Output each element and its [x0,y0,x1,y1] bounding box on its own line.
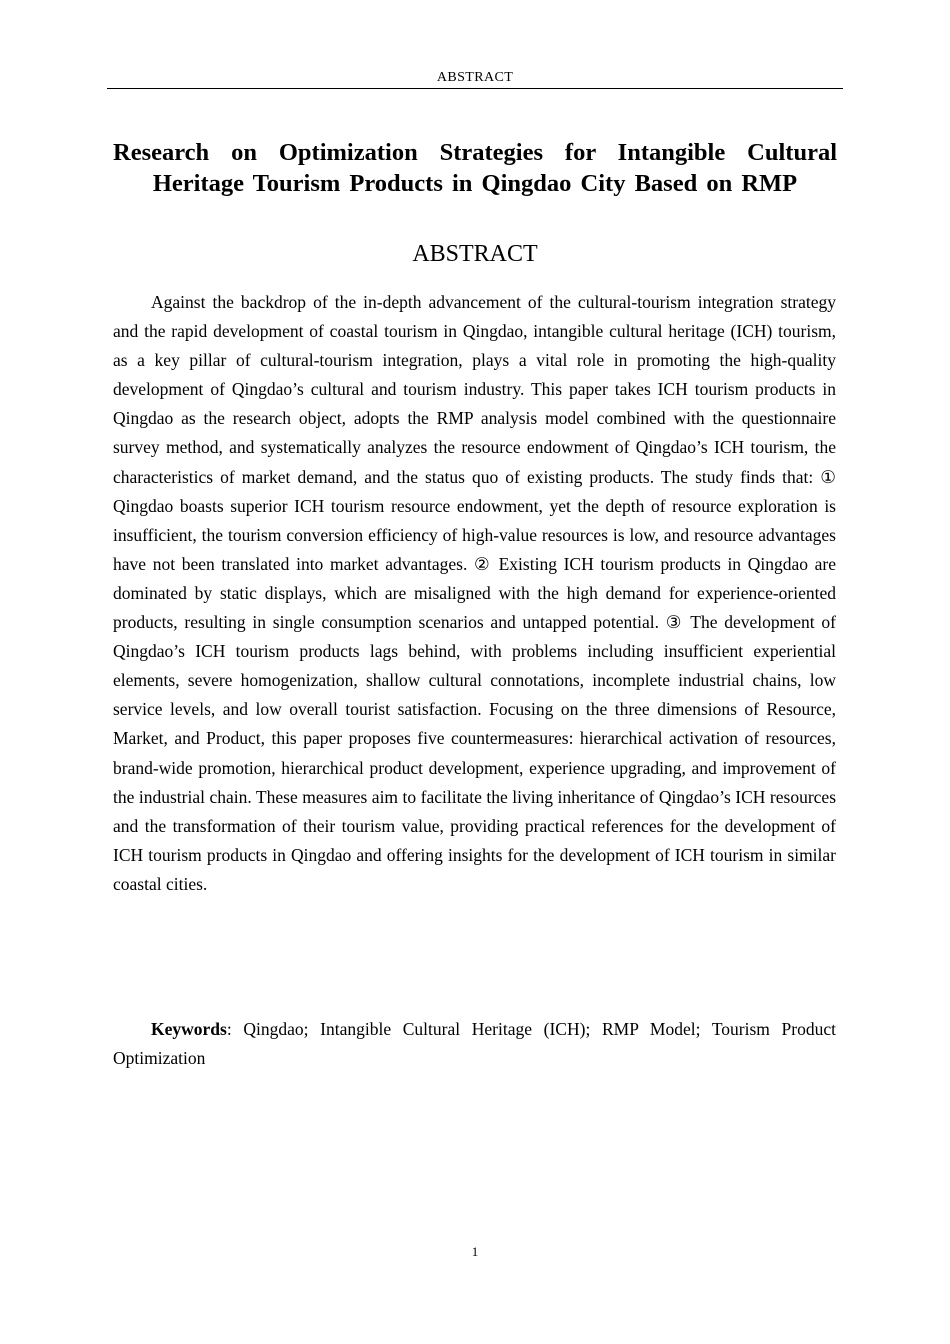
running-header: ABSTRACT [436,70,514,85]
paper-title: Research on Optimization Strategies for Intangible Cultural Heritage Tourism Products in Qingdao City Based on RMP [113,139,837,197]
keywords-separator: : [226,1019,244,1039]
header-divider [107,88,843,89]
keywords-label: Keywords [151,1019,227,1039]
abstract-heading: ABSTRACT [412,241,538,267]
keywords-line [113,1015,836,1073]
abstract-paragraph: Against the backdrop of the in-depth advancement of the cultural-tourism integration strategy and the rapid development of coastal tourism in Qingdao, intangible cultural heritage (ICH) tourism, as a key pillar of cultural-tourism integration, plays a vital role in promoting the high-quality development of Qingdao’s cultural and tourism industry. This paper takes ICH tourism products in Qingdao as the research object, adopts the RMP analysis model combined with the questionnaire survey method, and systematically analyzes the resource endowment of Qingdao’s ICH tourism, the characteristics of market demand, and the status quo of existing products. The study finds that: ① Qingdao boasts superior ICH tourism resource endowment, yet the depth of resource exploration is insufficient, the tourism conversion efficiency of high-value resources is low, and resource advantages have not been translated into market advantages. ② Existing ICH tourism products in Qingdao are dominated by static displays, which are misaligned with the high demand for experience-oriented products, resulting in single consumption scenarios and untapped potential. ③ The development of Qingdao’s ICH tourism products lags behind, with problems including insufficient experiential elements, severe homogenization, shallow cultural connotations, incomplete industrial chains, low service levels, and low overall tourist satisfaction. Focusing on the three dimensions of Resource, Market, and Product, this paper proposes five countermeasures: hierarchical activation of resources, brand-wide promotion, hierarchical product development, experience upgrading, and improvement of the industrial chain. These measures aim to facilitate the living inheritance of Qingdao’s ICH resources and the transformation of their tourism value, providing practical references for the development of ICH tourism products in Qingdao and offering insights for the development of ICH tourism in similar coastal cities. [113,292,836,894]
page-number: 1 [471,1244,479,1259]
keywords-text: Qingdao; Intangible Cultural Heritage (ICH); RMP Model; Tourism Product Optimization [113,1019,836,1068]
